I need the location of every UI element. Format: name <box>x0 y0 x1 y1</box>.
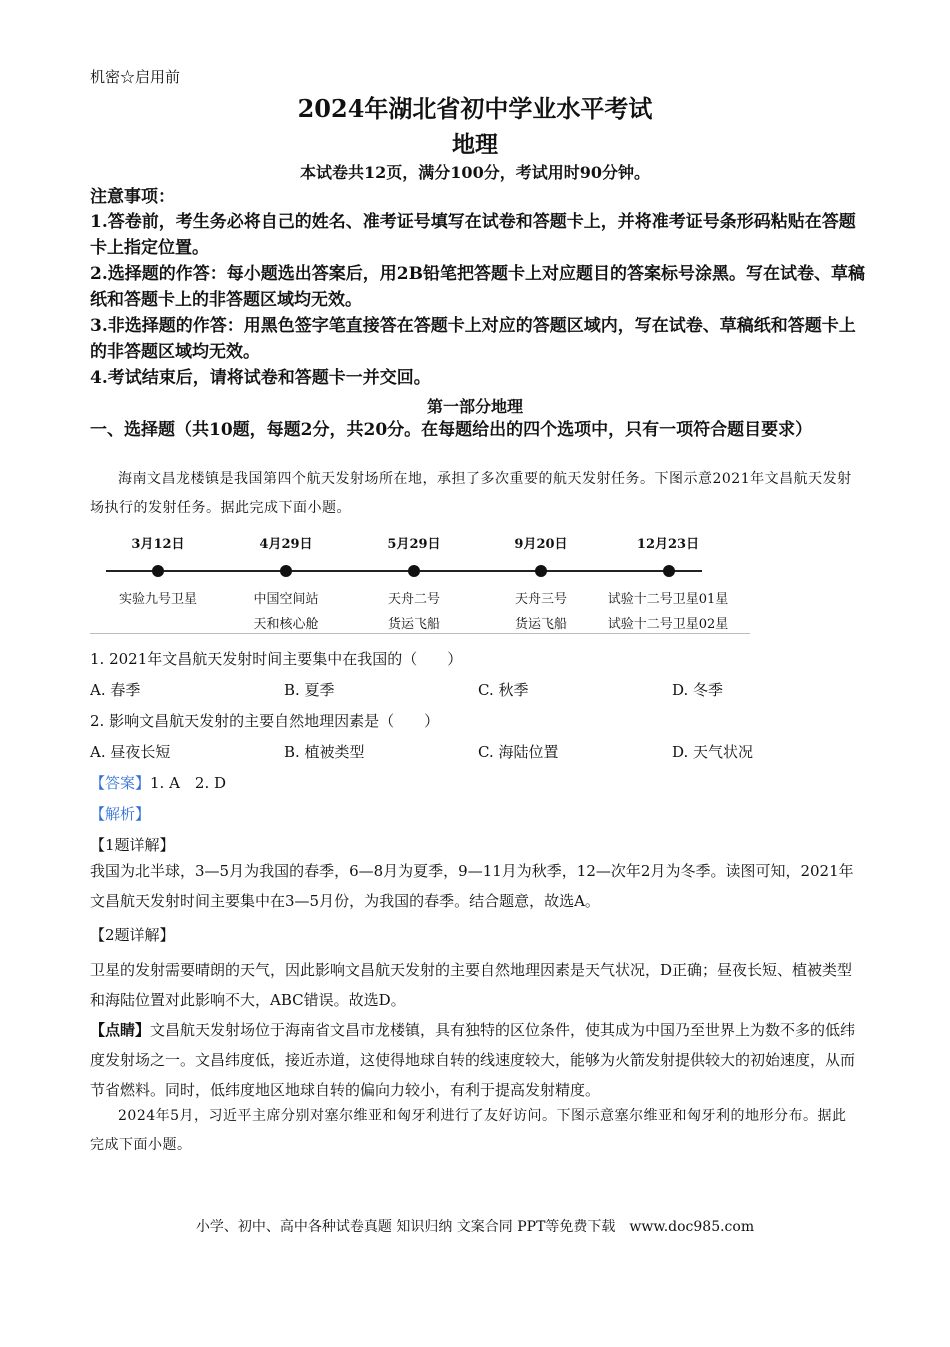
detail-1-text: 我国为北半球，3—5月为我国的春季，6—8月为夏季，9—11月为秋季，12—次年2月为冬季。读图可知，2021年文昌航天发射时间主要集中在3—5月份，为我国的春季。结合题意，故选A。 <box>90 862 854 910</box>
detail-2-text: 卫星的发射需要晴朗的天气，因此影响文昌航天发射的主要自然地理因素是天气状况，D正确；昼夜长短、植被类型和海陆位置对此影响不大，ABC错误。故选D。 <box>90 961 853 1009</box>
exam-info: 本试卷共12页，满分100分，考试用时90分钟。 <box>300 163 650 182</box>
answer-text: 1. A 2. D <box>150 774 227 792</box>
exam-title: 2024年湖北省初中学业水平考试 <box>297 94 653 123</box>
timeline-dot <box>535 565 547 577</box>
notice-item-4: 4.考试结束后，请将试卷和答题卡一并交回。 <box>90 368 431 388</box>
timeline-label: 中国空间站 <box>253 592 319 607</box>
answer-line <box>90 772 226 793</box>
passage-2: 2024年5月，习近平主席分别对塞尔维亚和匈牙利进行了友好访问。下图示意塞尔维亚和匈牙利的地形分布。据此完成下面小题。 <box>90 1108 847 1153</box>
q2-option-a: A. 昼夜长短 <box>90 743 171 761</box>
timeline-label: 试验十二号卫星01星 <box>607 592 729 607</box>
subject-title: 地理 <box>452 131 498 158</box>
answer-label: 【答案】 <box>90 774 151 792</box>
notice-heading: 注意事项： <box>90 187 175 207</box>
page-footer: 小学、初中、高中各种试卷真题 知识归纳 文案合同 PPT等免费下载 www.doc985.com <box>195 1219 755 1235</box>
timeline-date: 5月29日 <box>387 537 441 552</box>
timeline-date: 9月20日 <box>514 537 568 552</box>
tip-label: 【点睛】 <box>90 1021 151 1039</box>
notice-item-2: 2.选择题的作答：每小题选出答案后，用2B铅笔把答题卡上对应题目的答案标号涂黑。写在试卷、草稿纸和答题卡上的非答题区域均无效。 <box>90 264 865 310</box>
part1-title: 一、选择题（共10题，每题2分，共20分。在每题给出的四个选项中，只有一项符合题目要求） <box>90 420 813 440</box>
notice-item-1: 1.答卷前，考生务必将自己的姓名、准考证号填写在试卷和答题卡上，并将准考证号条形码粘贴在答题卡上指定位置。 <box>90 212 856 258</box>
detail-2-label: 【2题详解】 <box>90 926 175 944</box>
q2-option-d: D. 天气状况 <box>672 743 754 761</box>
q1-option-d: D. 冬季 <box>672 681 724 699</box>
confidential-mark: 机密☆启用前 <box>90 68 181 86</box>
timeline-label: 货运飞船 <box>514 617 567 632</box>
section-title: 第一部分地理 <box>426 397 523 416</box>
timeline-dot <box>408 565 420 577</box>
timeline-label: 天舟二号 <box>387 592 440 607</box>
timeline-label: 天和核心舱 <box>253 617 319 632</box>
tip-block <box>90 1015 865 1105</box>
question-2-stem: 2. 影响文昌航天发射的主要自然地理因素是（ ） <box>90 712 440 730</box>
question-1-stem: 1. 2021年文昌航天发射时间主要集中在我国的（ ） <box>90 650 463 668</box>
detail-1-label: 【1题详解】 <box>90 836 175 854</box>
timeline-axis <box>106 570 702 572</box>
timeline-label: 试验十二号卫星02星 <box>607 617 729 632</box>
q1-option-b: B. 夏季 <box>284 681 335 699</box>
timeline-dot <box>663 565 675 577</box>
notice-item-3: 3.非选择题的作答：用黑色签字笔直接答在答题卡上对应的答题区域内，写在试卷、草稿纸和答题卡上的非答题区域均无效。 <box>90 316 856 362</box>
timeline-date: 3月12日 <box>131 537 185 552</box>
timeline-date: 12月23日 <box>636 537 700 552</box>
launch-timeline <box>90 528 750 636</box>
figure-border <box>90 633 750 634</box>
tip-text: 文昌航天发射场位于海南省文昌市龙楼镇，具有独特的区位条件，使其成为中国乃至世界上为数不多的低纬度发射场之一。文昌纬度低，接近赤道，这使得地球自转的线速度较大，能够为火箭发射提供较大的初始速度，从而节省燃料。同时，低纬度地区地球自转的偏向力较小，有利于提高发射精度。 <box>90 1021 856 1099</box>
timeline-dot <box>280 565 292 577</box>
analysis-label: 【解析】 <box>90 805 151 823</box>
q2-option-b: B. 植被类型 <box>284 743 365 761</box>
q1-option-c: C. 秋季 <box>478 681 529 699</box>
timeline-date: 4月29日 <box>259 537 313 552</box>
timeline-label: 天舟三号 <box>514 592 567 607</box>
timeline-label: 货运飞船 <box>387 617 440 632</box>
q2-option-c: C. 海陆位置 <box>478 743 559 761</box>
timeline-dot <box>152 565 164 577</box>
timeline-label: 实验九号卫星 <box>118 592 197 607</box>
passage-1: 海南文昌龙楼镇是我国第四个航天发射场所在地，承担了多次重要的航天发射任务。下图示意2021年文昌航天发射场执行的发射任务。据此完成下面小题。 <box>90 471 852 516</box>
q1-option-a: A. 春季 <box>90 681 141 699</box>
